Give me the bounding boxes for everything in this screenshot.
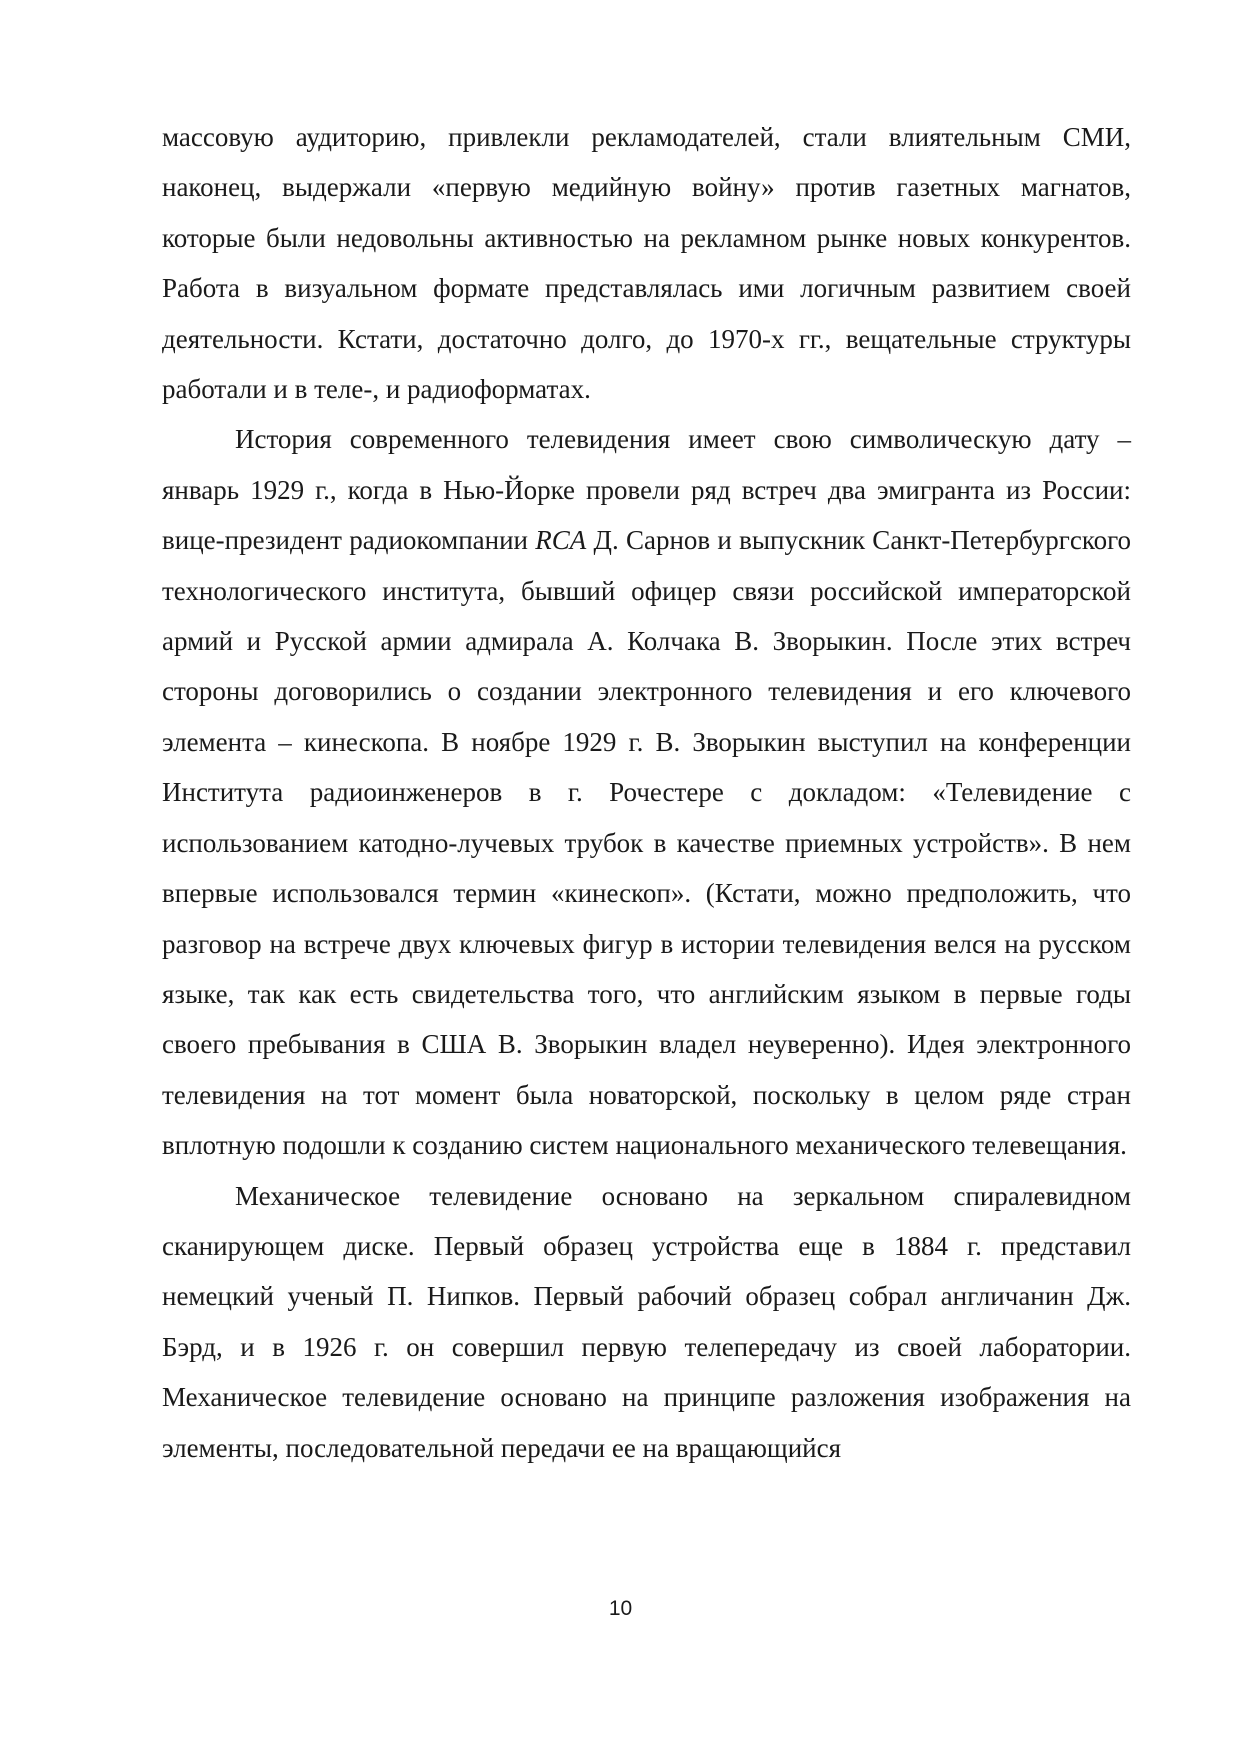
page-number: 10 [608, 1597, 633, 1620]
paragraph-3: Механическое телевидение основано на зеркальном спиралевидном сканирующем диске. Первый образец устройства еще в 1884 г. представил немецкий ученый П. Нипков. Первый рабочий образец собрал англичанин Дж. Бэрд, и в 1926 г. он совершил первую телепередачу из своей лаборатории. Механическое телевидение основано на принципе разложения изображения на элементы, последовательной передачи ее на вращающийся [162, 1180, 1131, 1463]
paragraph-2-text-start: История современного телевидения имеет свою символическую дату – январь 1929 г., когда в Нью-Йорке провели ряд встреч два эмигранта из России: вице-президент радиокомпании [162, 424, 1131, 556]
paragraph-2-text-end: Д. Сарнов и выпускник Санкт-Петербургского технологического института, бывший офицер связи российской императорской армий и Русской армии адмирала А. Колчака В. Зворыкин. После этих встреч стороны договорились о создании электронного телевидения и его ключевого элемента – кинескопа. В ноябре 1929 г. В. Зворыкин выступил на конференции Института радиоинженеров в г. Рочестере с докладом: «Телевидение с использованием катодно-лучевых трубок в качестве приемных устройств». В нем впервые использовался термин «кинескоп». (Кстати, можно предположить, что разговор на встрече двух ключевых фигур в истории телевидения велся на русском языке, так как есть свидетельства того, что английским языком в первые годы своего пребывания в США В. Зворыкин владел неуверенно). Идея электронного телевидения на тот момент была новаторской, поскольку в целом ряде стран вплотную подошли к созданию систем национального механического телевещания. [162, 525, 1131, 1161]
paragraph-2 [162, 414, 1131, 1170]
paragraph-1: массовую аудиторию, привлекли рекламодателей, стали влиятельным СМИ, наконец, выдержали «первую медийную войну» против газетных магнатов, которые были недовольны активностью на рекламном рынке новых конкурентов. Работа в визуальном формате представлялась ими логичным развитием своей деятельности. Кстати, достаточно долго, до 1970-х гг., вещательные структуры работали и в теле-, и радиоформатах. [162, 122, 1131, 405]
document-body [162, 112, 1131, 1473]
rca-italic: RCA [535, 525, 587, 556]
